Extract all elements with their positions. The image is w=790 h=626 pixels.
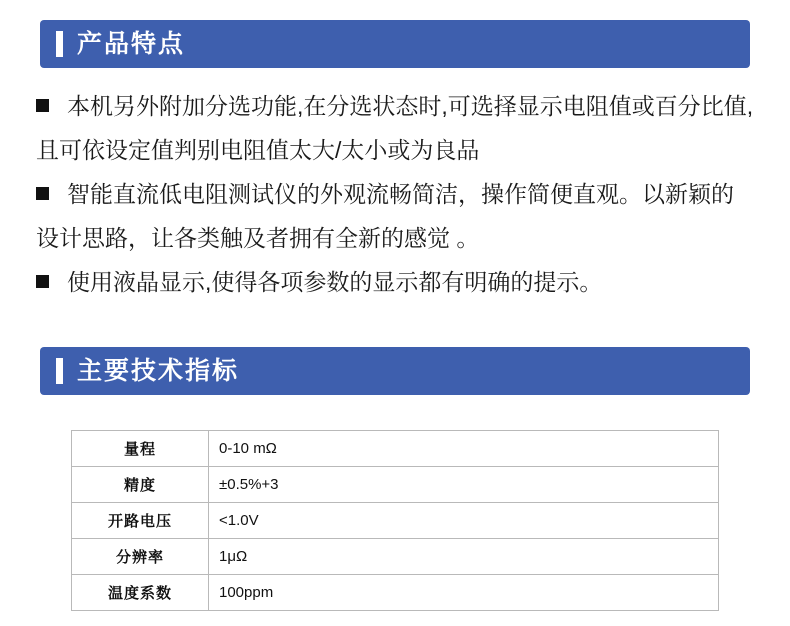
specs-section-title: 主要技术指标	[77, 356, 240, 385]
header-accent-bar	[56, 358, 63, 384]
features-section-header	[40, 20, 750, 68]
spec-value: 1μΩ	[209, 539, 719, 575]
table-row	[72, 467, 719, 503]
square-bullet-icon	[36, 275, 49, 288]
spec-value: <1.0V	[209, 503, 719, 539]
spec-label: 温度系数	[72, 575, 209, 611]
feature-text: 本机另外附加分选功能,在分选状态时,可选择显示电阻值或百分比值,且可依设定值判别电阻值太大/太小或为良品	[36, 93, 754, 163]
spec-label: 分辨率	[72, 539, 209, 575]
table-row	[72, 539, 719, 575]
spec-value: 0-10 mΩ	[209, 431, 719, 467]
square-bullet-icon	[36, 187, 49, 200]
table-row	[72, 503, 719, 539]
spec-label: 精度	[72, 467, 209, 503]
square-bullet-icon	[36, 99, 49, 112]
table-row	[72, 431, 719, 467]
specs-section-header	[40, 347, 750, 395]
list-item	[36, 260, 756, 304]
spec-value: ±0.5%+3	[209, 467, 719, 503]
spec-value: 100ppm	[209, 575, 719, 611]
feature-text: 使用液晶显示,使得各项参数的显示都有明确的提示。	[67, 269, 603, 295]
features-list	[36, 84, 756, 304]
feature-text: 智能直流低电阻测试仪的外观流畅简洁，操作简便直观。以新颖的设计思路，让各类触及者拥有全新的感觉 。	[36, 181, 734, 251]
table-row	[72, 575, 719, 611]
specifications-table	[71, 430, 719, 611]
list-item	[36, 84, 756, 172]
features-section-title: 产品特点	[77, 29, 186, 58]
header-accent-bar	[56, 31, 63, 57]
list-item	[36, 172, 756, 260]
spec-label: 开路电压	[72, 503, 209, 539]
spec-label: 量程	[72, 431, 209, 467]
